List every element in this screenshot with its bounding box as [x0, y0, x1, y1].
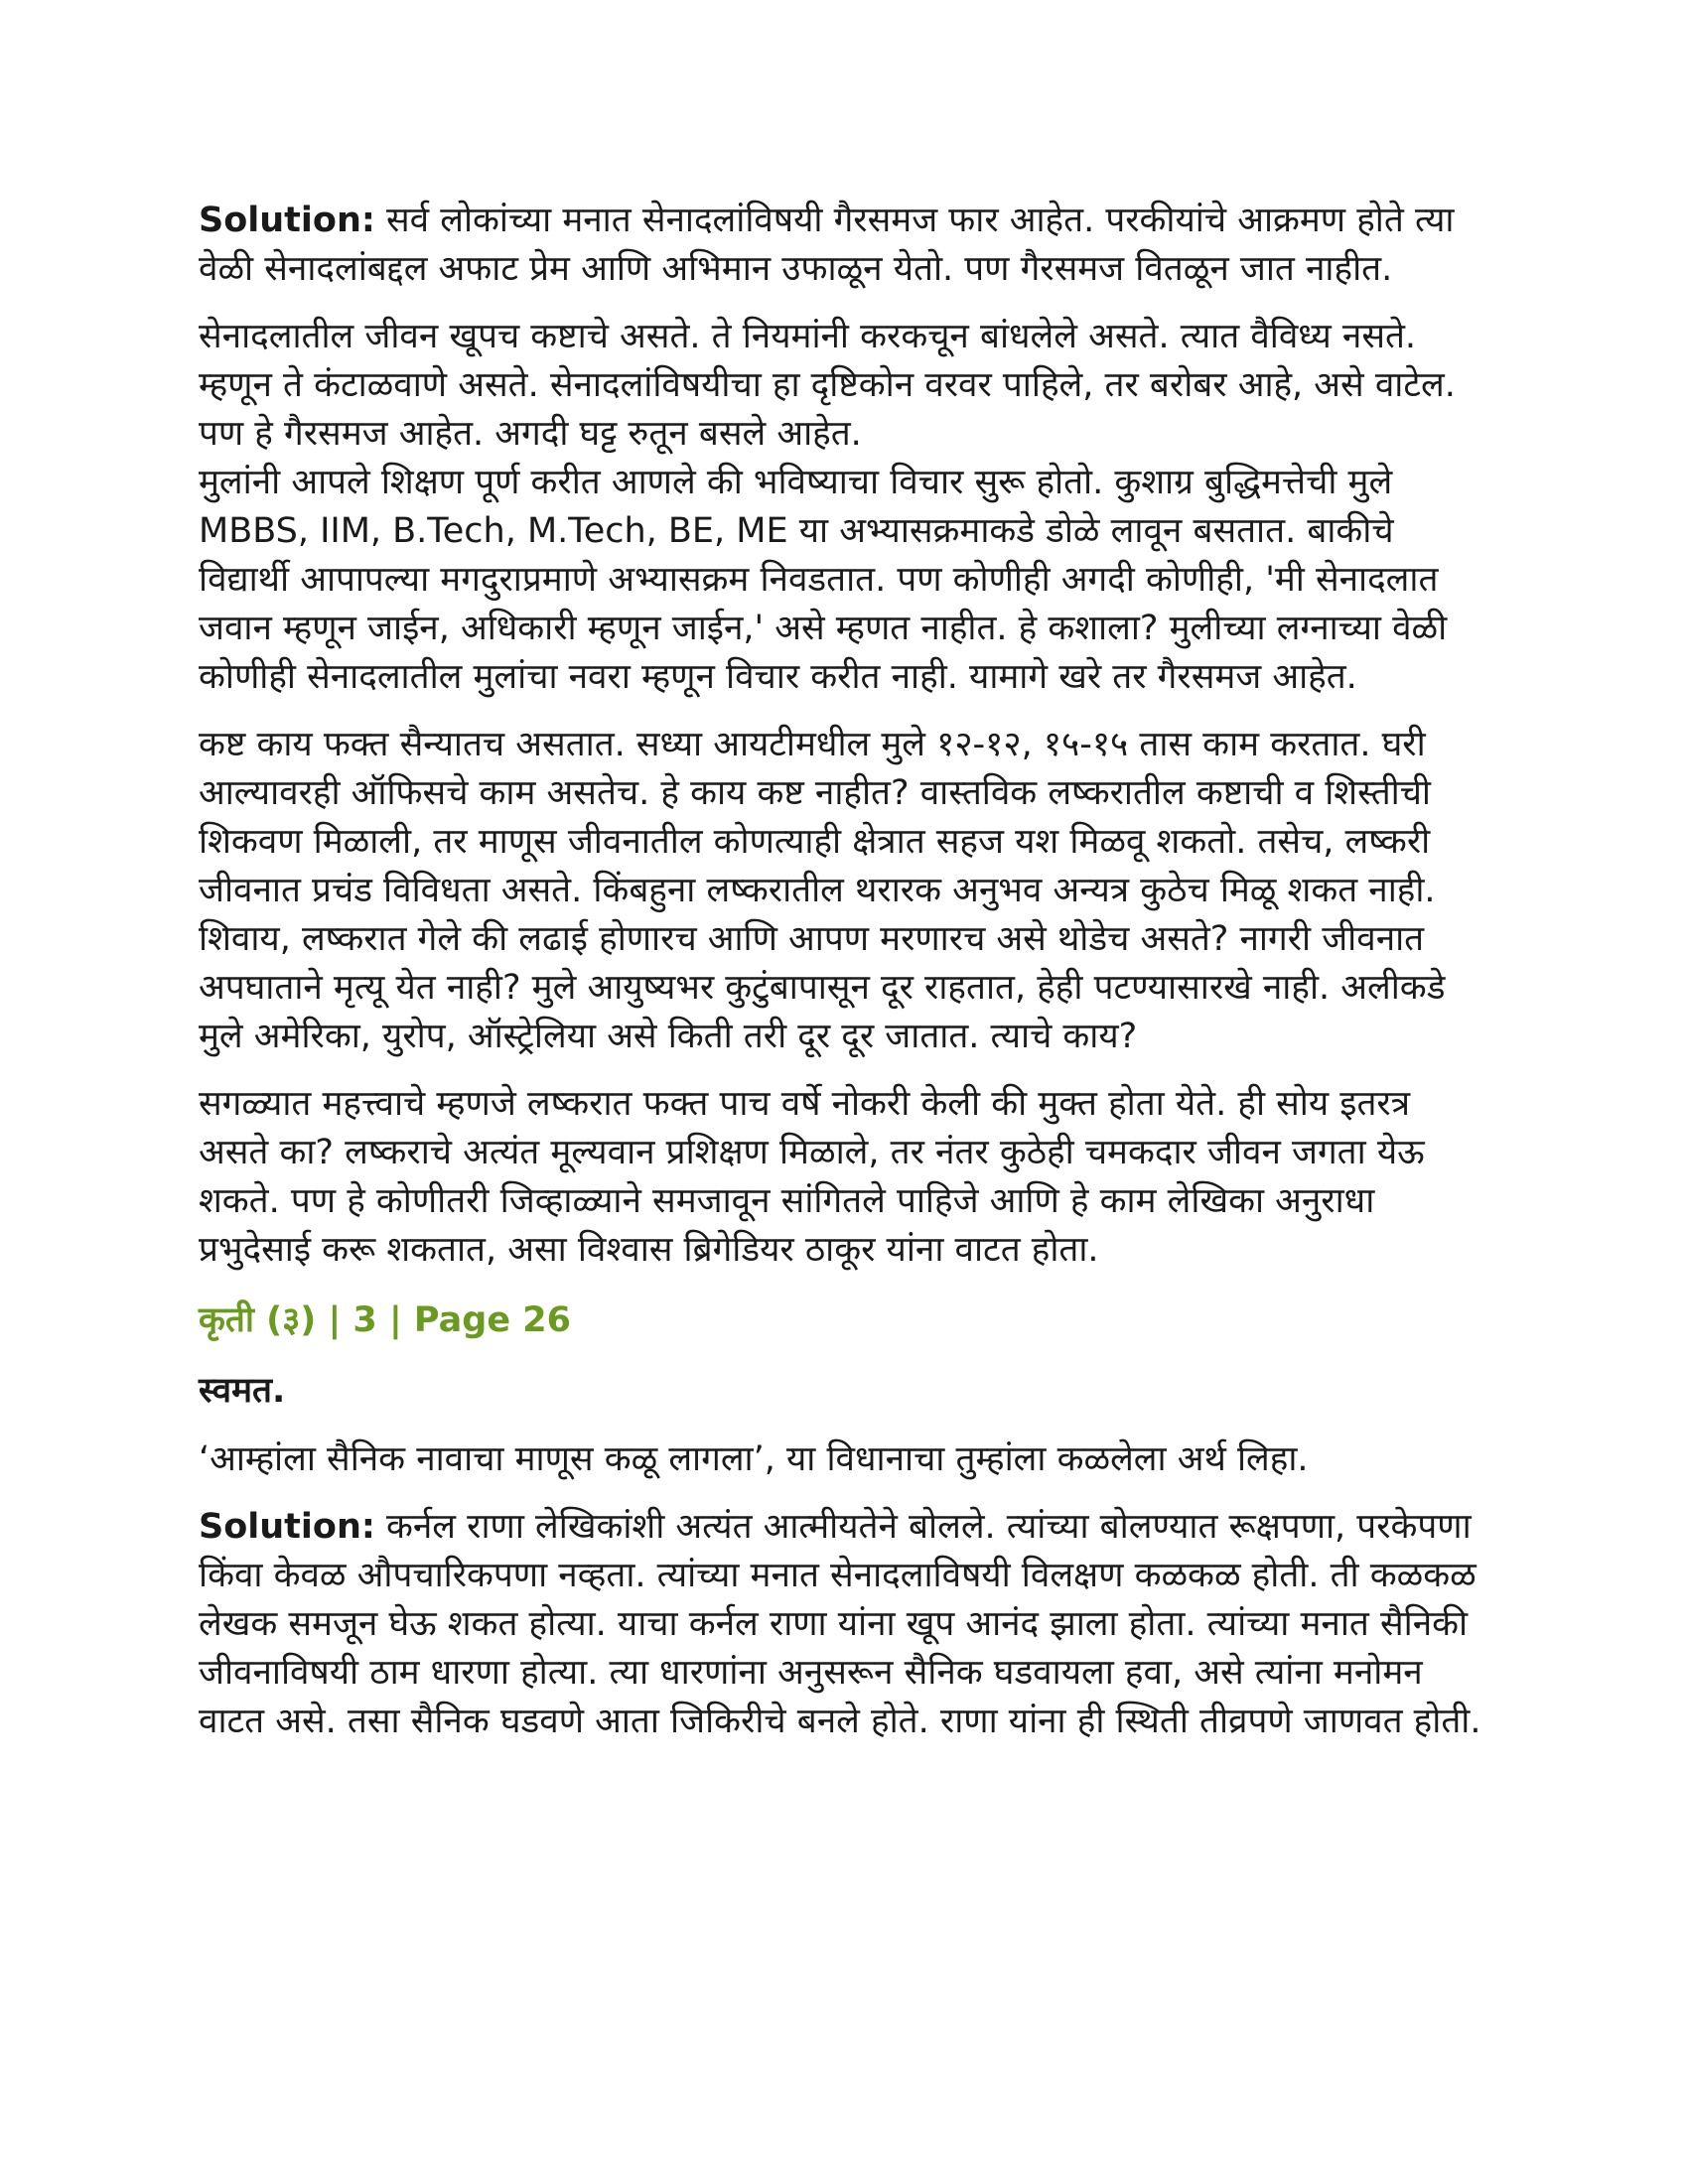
- paragraph-5: सगळ्यात महत्त्वाचे म्हणजे लष्करात फक्त पाच वर्षे नोकरी केली की मुक्त होता येते. ही सोय इतरत्र असते का? लष्कराचे अत्यंत मूल्यवान प्रशिक्षण मिळाले, तर नंतर कुठेही चमकदार जीवन जगता येऊ शकते. पण हे कोणीतरी जिव्हाळ्याने समजावून सांगितले पाहिजे आणि हे काम लेखिका अनुराधा प्रभुदेसाई करू शकतात, असा विश्वास ब्रिगेडियर ठाकूर यांना वाटत होता.: [199, 1084, 1425, 1270]
- solution-label-2: Solution:: [199, 1507, 375, 1547]
- solution-text: सर्व लोकांच्या मनात सेनादलांविषयी गैरसमज फार आहेत. परकीयांचे आक्रमण होते त्या वेळी सेनादलांबद्दल अफाट प्रेम आणि अभिमान उफाळून येतो. पण गैरसमज वितळून जात नाहीत.: [199, 201, 1455, 289]
- solution-paragraph: [199, 197, 1489, 294]
- paragraph-4: कष्ट काय फक्त सैन्यातच असतात. सध्या आयटीमधील मुले १२-१२, १५-१५ तास काम करतात. घरी आल्यावरही ऑफिसचे काम असतेच. हे काय कष्ट नाहीत? वास्तविक लष्करातील कष्टाची व शिस्तीची शिकवण मिळाली, तर माणूस जीवनातील कोणत्याही क्षेत्रात सहज यश मिळवू शकतो. तसेच, लष्करी जीवनात प्रचंड विविधता असते. किंबहुना लष्करातील थरारक अनुभव अन्यत्र कुठेच मिळू शकत नाही. शिवाय, लष्करात गेले की लढाई होणारच आणि आपण मरणारच असे थोडेच असते? नागरी जीवनात अपघाताने मृत्यू येत नाही? मुले आयुष्यभर कुटुंबापासून दूर राहतात, हेही पटण्यासारखे नाही. अलीकडे मुले अमेरिका, युरोप, ऑस्ट्रेलिया असे किती तरी दूर दूर जातात. त्याचे काय?: [199, 725, 1446, 1056]
- paragraph-3: मुलांनी आपले शिक्षण पूर्ण करीत आणले की भविष्याचा विचार सुरू होतो. कुशाग्र बुद्धिमत्तेची मुले MBBS, IIM, B.Tech, M.Tech, BE, ME या अभ्यासक्रमाकडे डोळे लावून बसतात. बाकीचे विद्यार्थी आपापल्या मगदुराप्रमाणे अभ्यासक्रम निवडतात. पण कोणीही अगदी कोणीही, 'मी सेनादलात जवान म्हणून जाईन, अधिकारी म्हणून जाईन,' असे म्हणत नाहीत. हे कशाला? मुलीच्या लग्नाच्या वेळी कोणीही सेनादलातील मुलांचा नवरा म्हणून विचार करीत नाही. यामागे खरे तर गैरसमज आहेत.: [199, 463, 1448, 697]
- document-page: [199, 197, 1489, 1765]
- question-text: ‘आम्हांला सैनिक नावाचा माणूस कळू लागला’, या विधानाचा तुम्हांला कळलेला अर्थ लिहा.: [199, 1439, 1309, 1479]
- paragraph-2: सेनादलातील जीवन खूपच कष्टाचे असते. ते नियमांनी करकचून बांधलेले असते. त्यात वैविध्य नसते. म्हणून ते कंटाळवाणे असते. सेनादलांविषयीचा हा दृष्टिकोन वरवर पाहिले, तर बरोबर आहे, असे वाटेल. पण हे गैरसमज आहेत. अगदी घट्ट रुतून बसले आहेत.: [199, 317, 1456, 454]
- solution-text-2: कर्नल राणा लेखिकांशी अत्यंत आत्मीयतेने बोलले. त्यांच्या बोलण्यात रूक्षपणा, परकेपणा किंवा केवळ औपचारिकपणा नव्हता. त्यांच्या मनात सेनादलाविषयी विलक्षण कळकळ होती. ती कळकळ लेखक समजून घेऊ शकत होत्या. याचा कर्नल राणा यांना खूप आनंद झाला होता. त्यांच्या मनात सैनिकी जीवनाविषयी ठाम धारणा होत्या. त्या धारणांना अनुसरून सैनिक घडवायला हवा, असे त्यांना मनोमन वाटत असे. तसा सैनिक घडवणे आता जिकिरीचे बनले होते. राणा यांना ही स्थिती तीव्रपणे जाणवत होती.: [199, 1507, 1481, 1741]
- section-subheading: स्वमत.: [199, 1371, 286, 1411]
- solution-label: Solution:: [199, 201, 375, 240]
- section-heading-link[interactable]: कृती (३) | 3 | Page 26: [199, 1300, 571, 1340]
- solution-paragraph-2: [199, 1503, 1489, 1746]
